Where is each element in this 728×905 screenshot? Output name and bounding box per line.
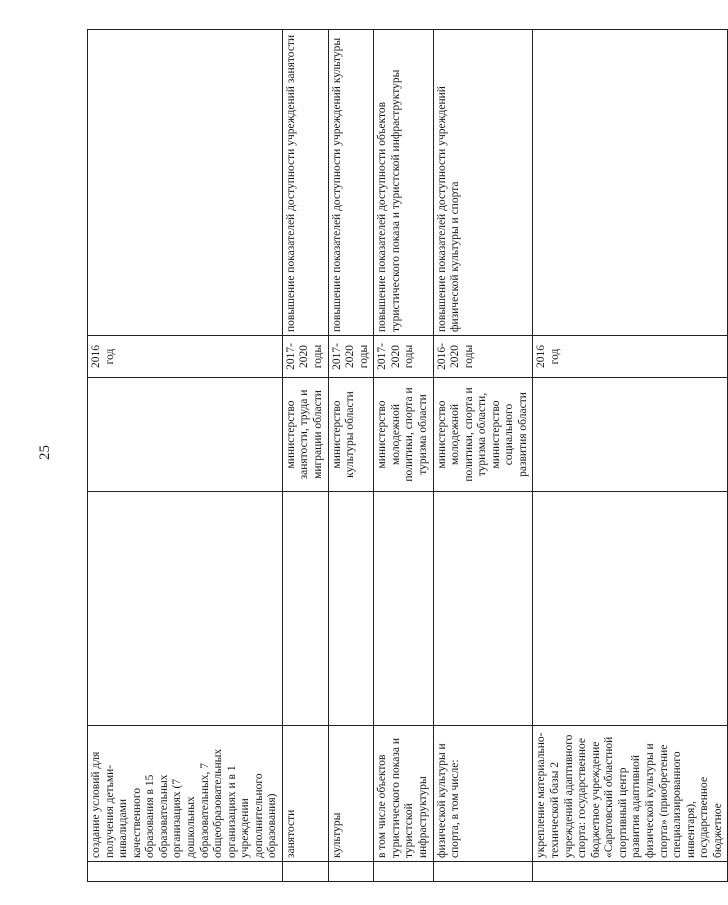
rotated-table-page [87, 30, 724, 882]
blank-cell [433, 492, 533, 726]
blank-cell [533, 492, 728, 726]
executor-cell: министерство молодежной политики, спорта и туризма области [374, 378, 433, 492]
result-cell: повышение показателей доступности объектов туристического показа и туристской инфраструктуры [374, 30, 433, 336]
executor-cell [533, 378, 728, 492]
blank-cell [374, 492, 433, 726]
period-cell: 2016 год [533, 336, 728, 378]
number-cell [282, 862, 328, 882]
blank-cell [328, 492, 374, 726]
number-cell [533, 862, 728, 882]
measures-table [87, 29, 728, 882]
result-cell: повышение показателей доступности учреждений культуры [328, 30, 374, 336]
period-cell: 2017-2020 годы [282, 336, 328, 378]
period-cell: 2016-2020 годы [433, 336, 533, 378]
number-cell [88, 862, 283, 882]
table-row [282, 30, 328, 882]
direction-cell: создание условий для получения детьми-инвалидами качественного образования в 15 образовательных организациях (7 дошкольных образовательных, 7 общеобразовательных организациях и в 1 учреждении дополнительного образования) [88, 726, 283, 862]
executor-cell [88, 378, 283, 492]
table-row [374, 30, 433, 882]
table-row [88, 30, 283, 882]
period-cell: 2017-2020 годы [374, 336, 433, 378]
number-cell [328, 862, 374, 882]
blank-cell [282, 492, 328, 726]
direction-cell: физической культуры и спорта, в том числе: [433, 726, 533, 862]
direction-cell: занятости [282, 726, 328, 862]
result-cell [88, 30, 283, 336]
result-cell [533, 30, 728, 336]
result-cell: повышение показателей доступности учреждений занятости [282, 30, 328, 336]
number-cell [374, 862, 433, 882]
executor-cell: министерство занятости, труда и миграции области [282, 378, 328, 492]
table-row [328, 30, 374, 882]
executor-cell: министерство молодежной политики, спорта и туризма области, министерство социального развития области [433, 378, 533, 492]
table-row [433, 30, 533, 882]
result-cell: повышение показателей доступности учреждений физической культуры и спорта [433, 30, 533, 336]
page-number: 25 [37, 445, 53, 460]
blank-cell [88, 492, 283, 726]
period-cell: 2017-2020 годы [328, 336, 374, 378]
direction-cell: культуры [328, 726, 374, 862]
direction-cell: укрепление материально-технической базы 2 учреждений адаптивного спорта: государственное бюджетное учреждение «Саратовский областной спортивный центр развития адаптивной физической культуры и спорта» (приобретение специализированного инвентаря), государственное бюджетное [533, 726, 728, 862]
number-cell [433, 862, 533, 882]
table-row [533, 30, 728, 882]
executor-cell: министерство культуры области [328, 378, 374, 492]
period-cell: 2016 год [88, 336, 283, 378]
direction-cell: в том числе объектов туристического показа и туристской инфраструктуры [374, 726, 433, 862]
